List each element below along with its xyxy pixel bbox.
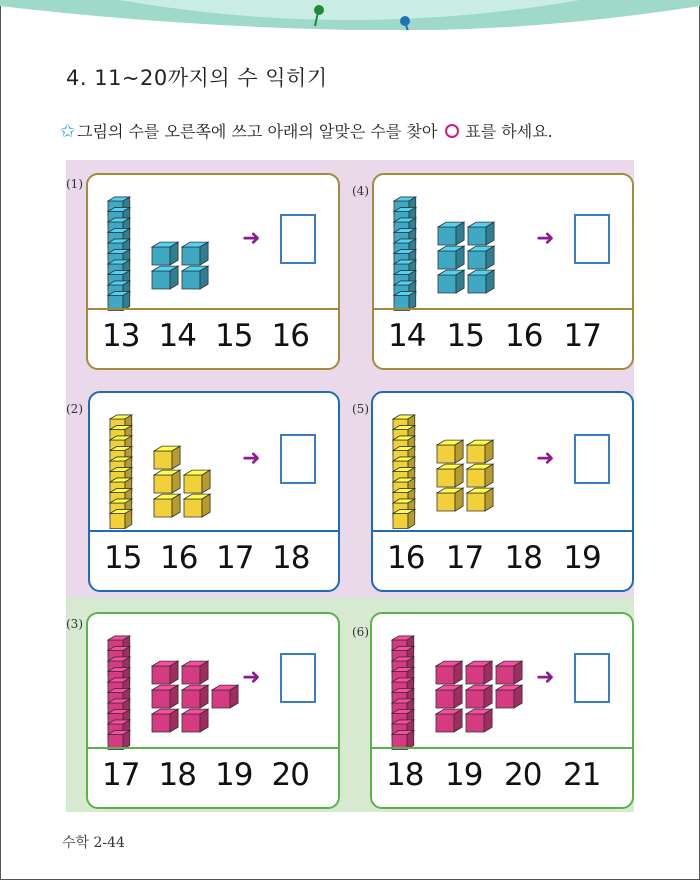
number-choice[interactable]: 20 <box>504 757 542 793</box>
number-choice[interactable]: 19 <box>215 757 253 793</box>
number-choice[interactable]: 19 <box>445 757 483 793</box>
number-choices <box>373 530 632 590</box>
answer-box[interactable] <box>574 434 610 484</box>
number-choice[interactable]: 18 <box>386 757 424 793</box>
problem-card <box>372 173 634 370</box>
problem-label: (6) <box>352 625 369 639</box>
arrow-icon: ➜ <box>242 664 261 690</box>
problem-card <box>370 612 634 809</box>
number-choices <box>90 530 338 590</box>
page-title: 4. 11~20까지의 수 익히기 <box>66 66 328 90</box>
number-choice[interactable]: 17 <box>445 540 484 576</box>
arrow-icon: ➜ <box>242 445 261 471</box>
number-choice[interactable]: 15 <box>104 540 142 576</box>
problem-label: (1) <box>66 177 83 191</box>
number-choice[interactable]: 16 <box>160 540 198 576</box>
number-choice[interactable]: 17 <box>563 318 601 354</box>
number-choice[interactable]: 13 <box>102 318 140 354</box>
number-choices <box>88 308 338 368</box>
number-choice[interactable]: 16 <box>505 318 543 354</box>
problem-label: (5) <box>352 402 369 416</box>
page-footer: 수학 2-44 <box>62 835 125 851</box>
answer-box[interactable] <box>574 214 610 264</box>
instruction-tail: 표를 하세요. <box>465 122 553 141</box>
circle-mark-icon <box>445 124 459 138</box>
number-choices <box>372 747 632 807</box>
star-icon: ✩ <box>60 121 76 142</box>
problem-card <box>88 391 340 592</box>
problem-card <box>86 173 340 370</box>
number-choice[interactable]: 20 <box>271 757 309 793</box>
problem-label: (2) <box>66 402 83 416</box>
problem-card <box>371 391 634 592</box>
number-choice[interactable]: 17 <box>216 540 254 576</box>
header-decoration <box>0 0 700 30</box>
arrow-icon: ➜ <box>242 225 261 251</box>
number-choice[interactable]: 16 <box>387 540 425 576</box>
problem-label: (4) <box>352 184 369 198</box>
answer-box[interactable] <box>574 653 610 703</box>
number-choice[interactable]: 17 <box>102 757 140 793</box>
problem-label: (3) <box>66 617 83 631</box>
number-choice[interactable]: 21 <box>563 757 601 793</box>
number-choice[interactable]: 18 <box>158 757 196 793</box>
answer-box[interactable] <box>280 434 316 484</box>
arrow-icon: ➜ <box>536 445 555 471</box>
number-choices <box>88 747 338 807</box>
instruction <box>60 119 553 142</box>
answer-box[interactable] <box>280 653 316 703</box>
number-choice[interactable]: 14 <box>388 318 426 354</box>
number-choice[interactable]: 18 <box>504 540 542 576</box>
arrow-icon: ➜ <box>536 225 555 251</box>
number-choice[interactable]: 15 <box>446 318 484 354</box>
number-choice[interactable]: 19 <box>563 540 601 576</box>
number-choice[interactable]: 14 <box>158 318 196 354</box>
number-choice[interactable]: 16 <box>271 318 309 354</box>
problem-card <box>86 612 340 809</box>
number-choices <box>374 308 632 368</box>
arrow-icon: ➜ <box>536 664 555 690</box>
instruction-text: 그림의 수를 오른쪽에 쓰고 아래의 알맞은 수를 찾아 <box>77 122 438 141</box>
answer-box[interactable] <box>280 214 316 264</box>
number-choice[interactable]: 18 <box>272 540 310 576</box>
number-choice[interactable]: 15 <box>215 318 253 354</box>
